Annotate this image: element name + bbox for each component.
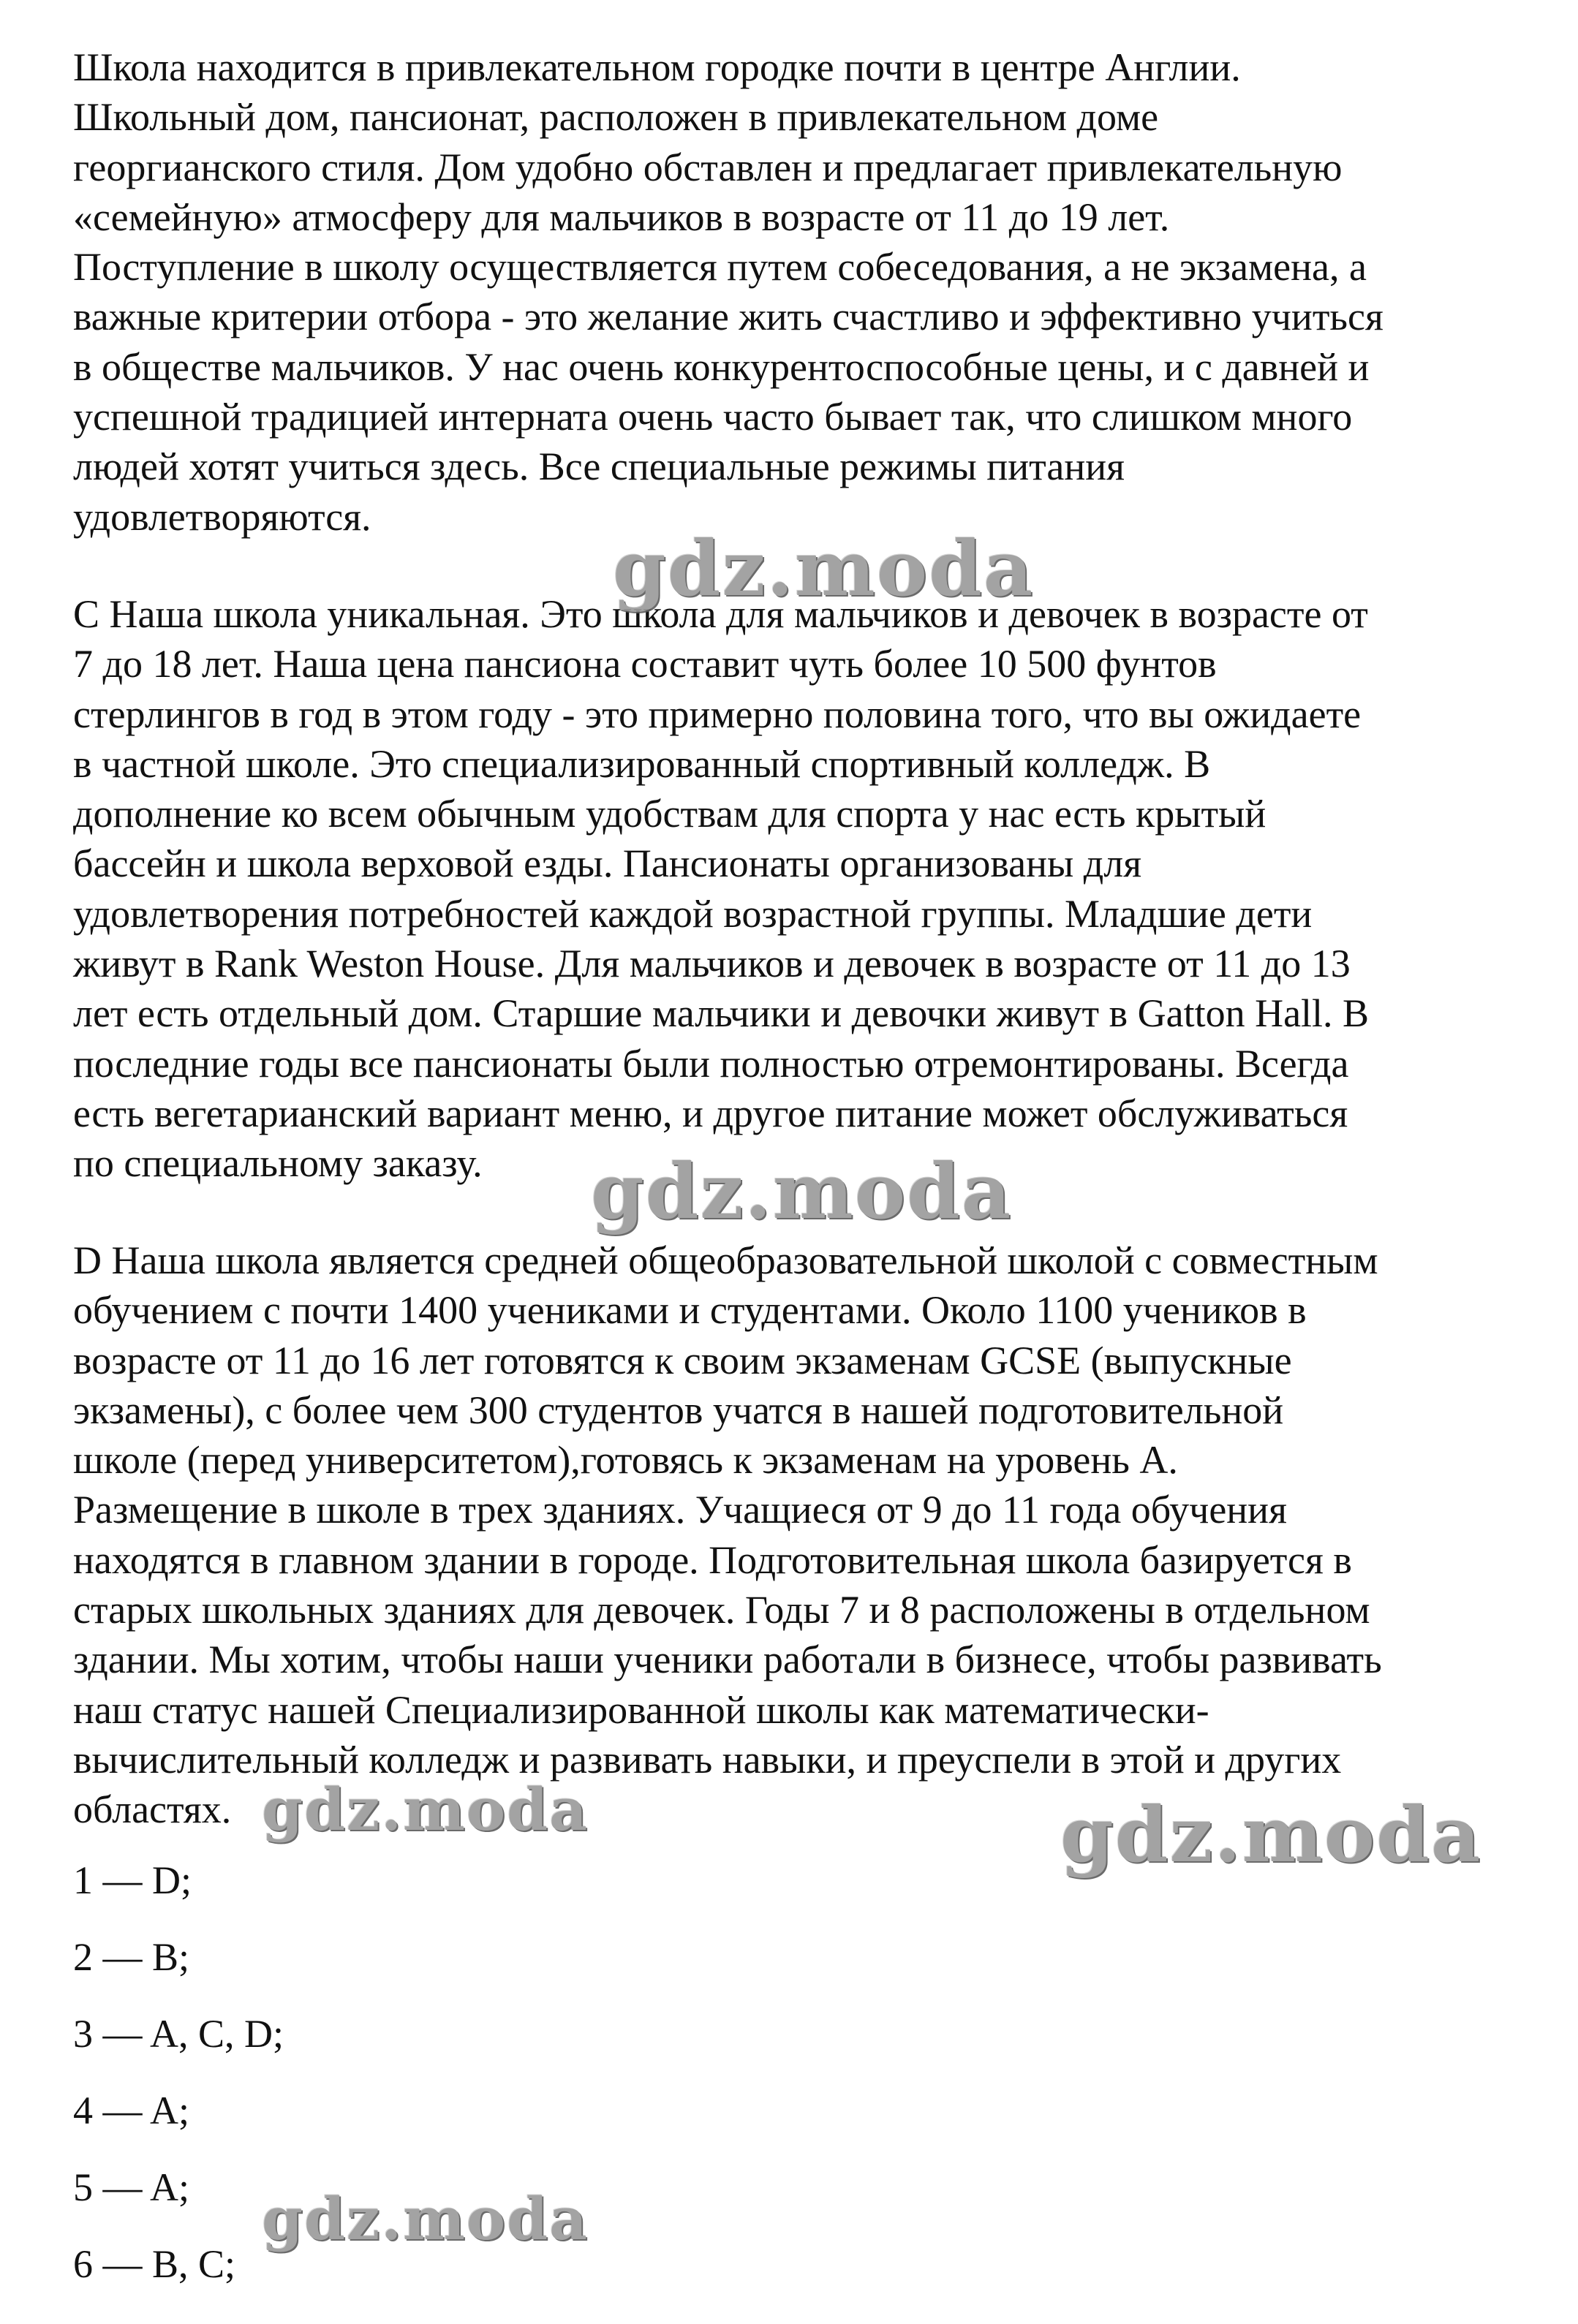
watermark: gdz.moda [613,523,1035,613]
answer-3: 3 — A, C, D; [73,2012,284,2056]
answer-2: 2 — B; [73,1935,190,1979]
answer-1: 1 — D; [73,1858,192,1902]
paragraph-school-c: C Наша школа уникальная. Это школа для мальчиков и девочек в возрасте от 7 до 18 лет. Наша цена пансиона составит чуть более 10 500 фунтов стерлингов в год в этом году - это примерно половина того, что вы ожидаете в частной школе. Это специализированный спортивный колледж. В дополнение ко всем обычным удобствам для спорта у нас есть крытый бассейн и школа верховой езды. Пансионаты организованы для удовлетворения потребностей каждой возрастной группы. Младшие дети живут в Rank Weston House. Для мальчиков и девочек в возрасте от 11 до 13 лет есть отдельный дом. Старшие мальчики и девочки живут в Gatton Hall. В последние годы все пансионаты были полностью отремонтированы. Всегда есть вегетарианский вариант меню, и другое питание может обслуживаться по специальному заказу. [73,592,1370,1186]
watermark: gdz.moda [262,1775,589,1844]
paragraph-school-a: Школа находится в привлекательном городке почти в центре Англии. Школьный дом, пансионат, расположен в привлекательном доме георгианского стиля. Дом удобно обставлен и предлагает привлекательную «семейную» атмосферу для мальчиков в возрасте от 11 до 19 лет. Поступление в школу осуществляется путем собеседования, а не экзамена, а важные критерии отбора - это желание жить счастливо и эффективно учиться в обществе мальчиков. У нас очень конкурентоспособные цены, и с давней и успешной традицией интерната очень часто бывает так, что слишком много людей хотят учиться здесь. Все специальные режимы питания удовлетворяются. [73,45,1383,539]
watermark: gdz.moda [262,2184,589,2253]
answer-6: 6 — B, C; [73,2242,236,2286]
watermark: gdz.moda [591,1146,1013,1236]
paragraph-school-d: D Наша школа является средней общеобразовательной школой с совместным обучением с почти 1400 учениками и студентами. Около 1100 учеников в возрасте от 11 до 16 лет готовятся к своим экзаменам GCSE (выпускные экзамены), с более чем 300 студентов учатся в нашей подготовительной школе (перед университетом),готовясь к экзаменам на уровень A. Размещение в школе в трех зданиях. Учащиеся от 9 до 11 года обучения находятся в главном здании в городе. Подготовительная школа базируется в старых школьных зданиях для девочек. Годы 7 и 8 расположены в отдельном здании. Мы хотим, чтобы наши ученики работали в бизнесе, чтобы развивать наш статус нашей Специализированной школы как математически- вычислительный колледж и развивать навыки, и преуспели в этой и других областях. [73,1238,1382,1832]
answer-5: 5 — A; [73,2165,190,2209]
watermark: gdz.moda [1060,1790,1482,1880]
answer-4: 4 — A; [73,2089,190,2132]
